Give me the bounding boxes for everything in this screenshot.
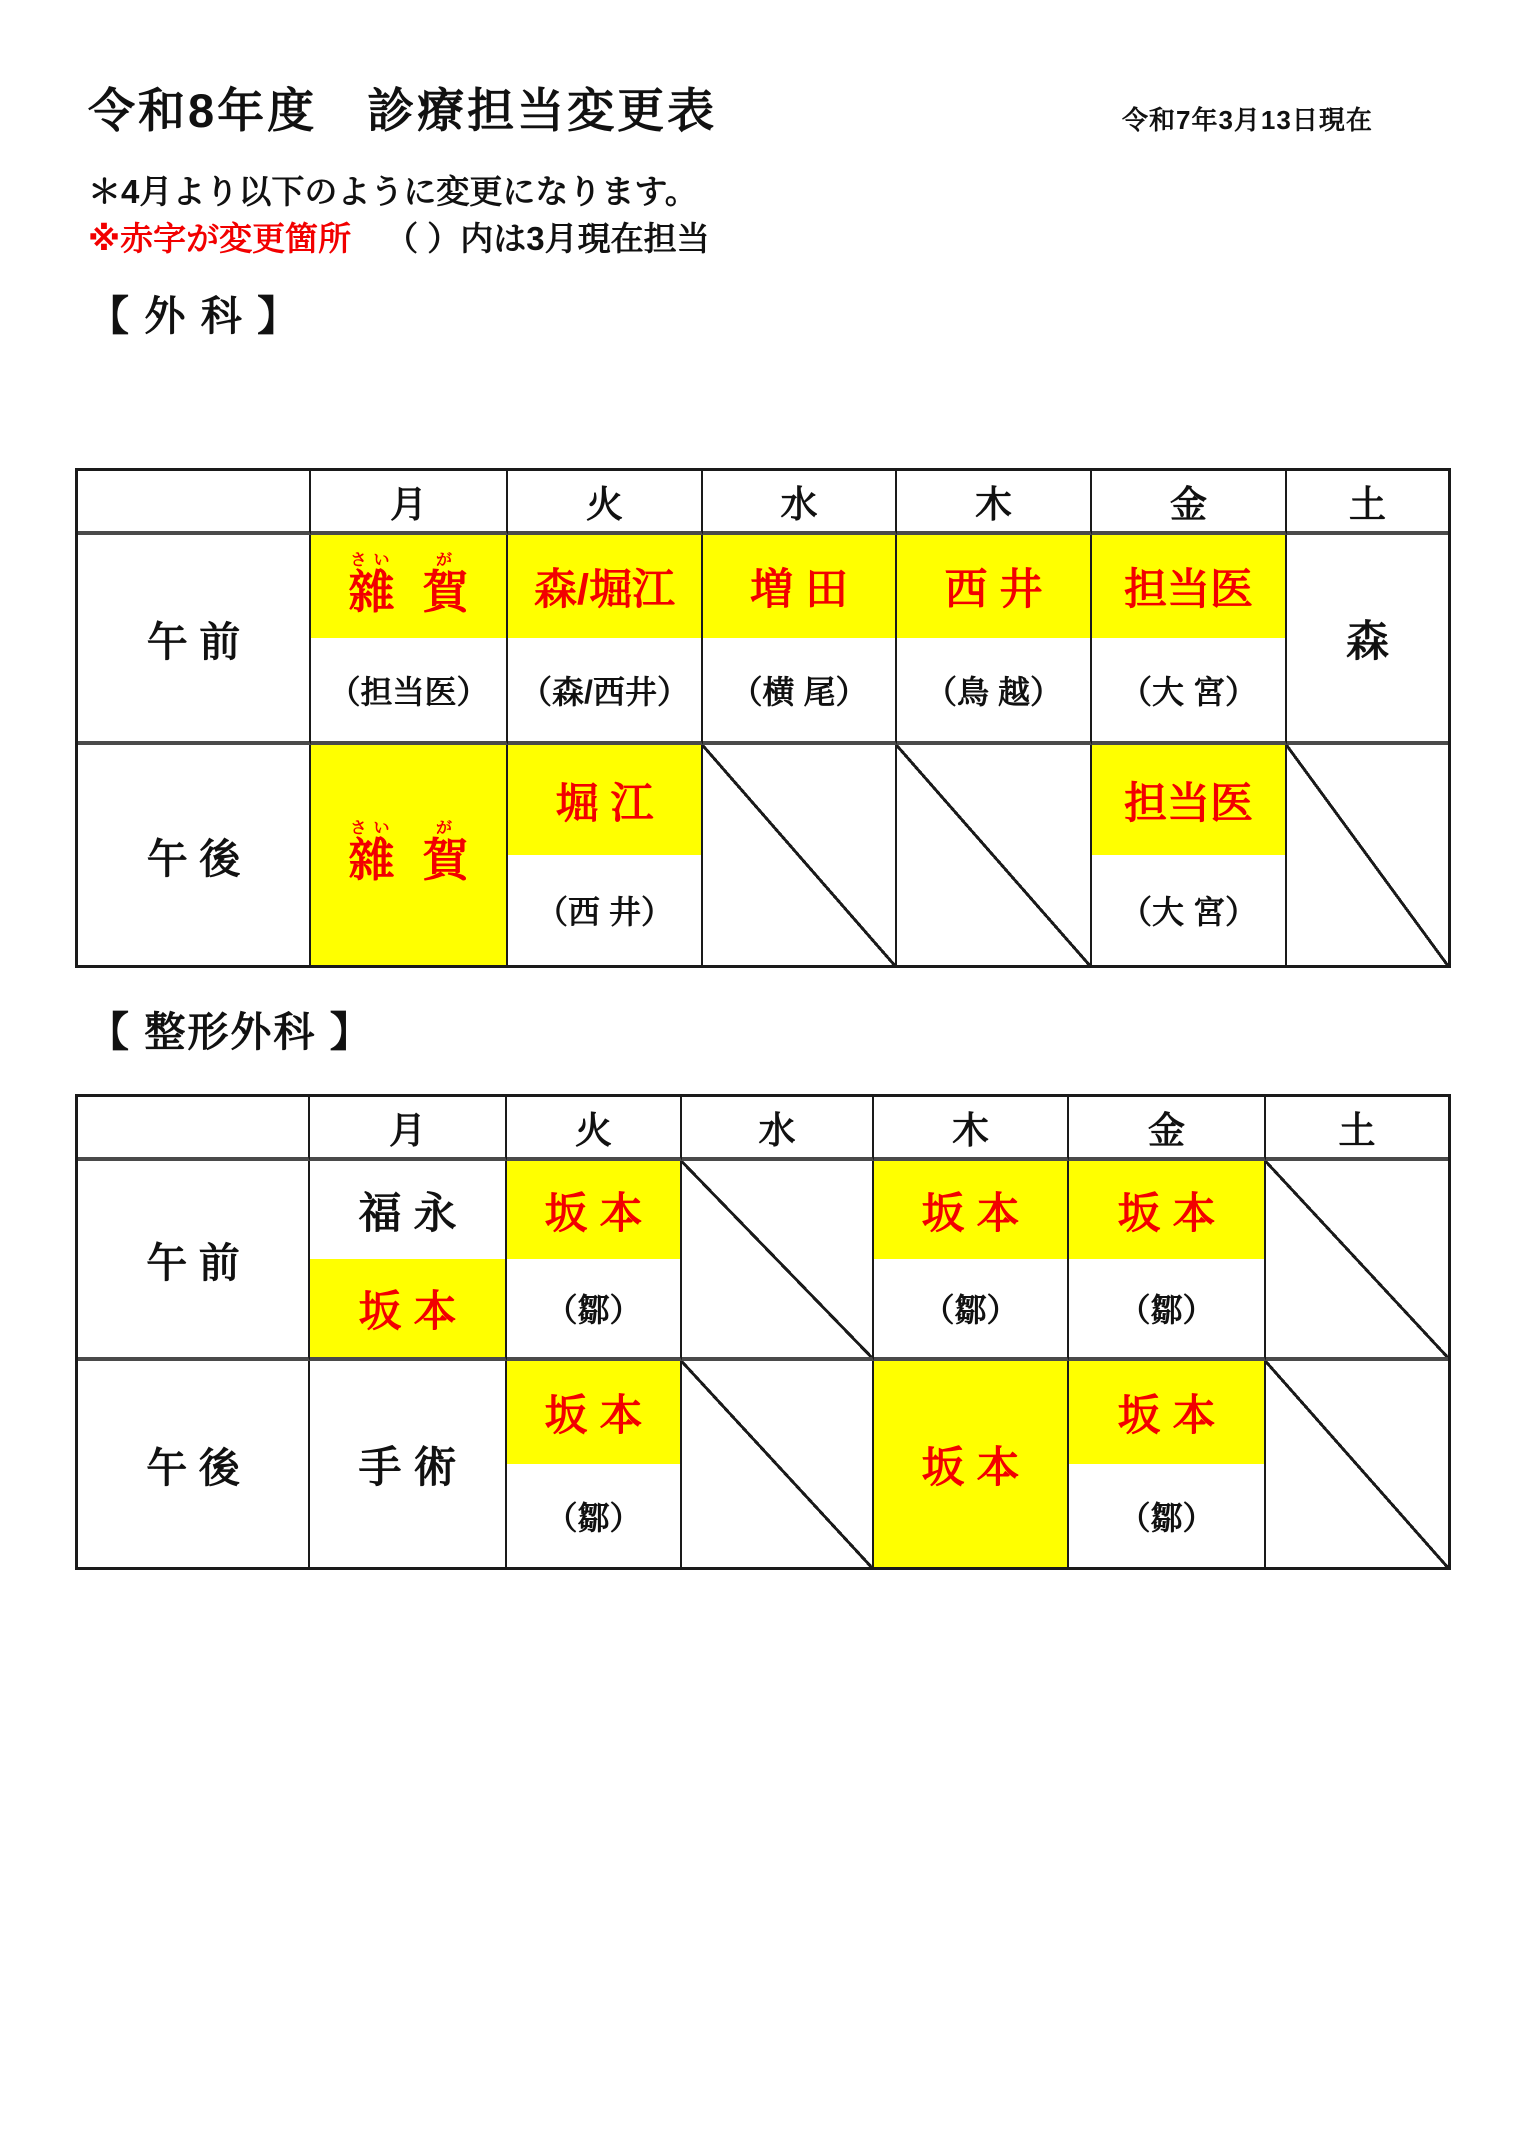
- old-assignment: （鄒）: [507, 1259, 680, 1357]
- old-assignment: （森/西井）: [508, 638, 701, 741]
- schedule-cell: [1092, 535, 1287, 745]
- schedule-cell: [703, 535, 897, 745]
- old-assignment: （鄒）: [1069, 1464, 1264, 1567]
- schedule-cell: [508, 745, 703, 965]
- old-assignment: （大 宮）: [1092, 638, 1285, 741]
- furigana-name: 賀が: [422, 820, 469, 886]
- schedule-table-orthopedics: [75, 1094, 1451, 1570]
- new-assignment: 坂 本: [310, 1259, 505, 1357]
- note-legend: [88, 213, 710, 260]
- section-heading-orthopedics: 【 整形外科 】: [88, 1009, 373, 1055]
- kept-assignment: 手 術: [310, 1361, 505, 1567]
- page-title: 令和8年度 診療担当変更表: [88, 84, 718, 137]
- new-assignment: 西 井: [897, 535, 1090, 638]
- new-assignment: 森/堀江: [508, 535, 701, 638]
- new-assignment: [311, 535, 506, 638]
- day-header: 火: [508, 471, 703, 535]
- schedule-cell: [1069, 1161, 1266, 1361]
- old-assignment: （西 井）: [508, 855, 701, 965]
- schedule-cell: [311, 535, 508, 745]
- day-header: 金: [1092, 471, 1287, 535]
- old-assignment: （鳥 越）: [897, 638, 1090, 741]
- day-header: 土: [1287, 471, 1448, 535]
- kept-assignment: 森: [1287, 535, 1448, 741]
- date-note: 令和7年3月13日現在: [1122, 105, 1373, 135]
- schedule-cell: [1069, 1361, 1266, 1567]
- day-header: 水: [703, 471, 897, 535]
- corner-cell: [78, 1097, 310, 1161]
- new-assignment: 坂 本: [1069, 1361, 1264, 1464]
- old-assignment: （鄒）: [507, 1464, 680, 1567]
- schedule-cell: [508, 535, 703, 745]
- day-header: 木: [874, 1097, 1069, 1161]
- schedule-cell: [897, 535, 1092, 745]
- schedule-cell: [507, 1361, 682, 1567]
- corner-cell: [78, 471, 311, 535]
- day-header: 月: [310, 1097, 507, 1161]
- slash-cell: [1287, 745, 1448, 965]
- day-header: 月: [311, 471, 508, 535]
- schedule-cell: [1092, 745, 1287, 965]
- new-assignment: 坂 本: [1069, 1161, 1264, 1259]
- new-assignment: 増 田: [703, 535, 895, 638]
- day-header: 木: [897, 471, 1092, 535]
- slash-cell: [897, 745, 1092, 965]
- slash-cell: [682, 1361, 874, 1567]
- schedule-table-surgery: [75, 468, 1451, 968]
- row-label: 午 後: [78, 1361, 310, 1567]
- new-assignment: 担当医: [1092, 745, 1285, 855]
- slash-cell: [1266, 1161, 1448, 1361]
- slash-cell: [1266, 1361, 1448, 1567]
- new-assignment: [311, 745, 506, 965]
- day-header: 火: [507, 1097, 682, 1161]
- note-effective: ＊4月より以下のように変更になります。: [88, 173, 698, 210]
- new-assignment: 坂 本: [874, 1161, 1067, 1259]
- furigana-name: 雜さい: [348, 551, 395, 618]
- row-label: 午 後: [78, 745, 311, 965]
- schedule-cell: [1287, 535, 1448, 745]
- schedule-cell: [874, 1361, 1069, 1567]
- schedule-cell: [310, 1361, 507, 1567]
- kept-assignment: 福 永: [310, 1161, 505, 1259]
- schedule-cell: [507, 1161, 682, 1361]
- old-assignment: （鄒）: [874, 1259, 1067, 1357]
- new-assignment: 堀 江: [508, 745, 701, 855]
- furigana-name: 賀が: [422, 551, 469, 618]
- day-header: 土: [1266, 1097, 1448, 1161]
- new-assignment: 坂 本: [507, 1361, 680, 1464]
- note-legend-black: （ ）内は3月現在担当: [385, 220, 710, 257]
- new-assignment: 担当医: [1092, 535, 1285, 638]
- old-assignment: （鄒）: [1069, 1259, 1264, 1357]
- schedule-cell: [310, 1161, 507, 1361]
- furigana-name: 雜さい: [348, 820, 395, 886]
- row-label: 午 前: [78, 1161, 310, 1361]
- note-legend-red: ※赤字が変更箇所: [88, 220, 352, 257]
- old-assignment: （大 宮）: [1092, 855, 1285, 965]
- day-header: 金: [1069, 1097, 1266, 1161]
- old-assignment: （担当医）: [311, 638, 506, 741]
- slash-cell: [682, 1161, 874, 1361]
- schedule-cell: [874, 1161, 1069, 1361]
- row-label: 午 前: [78, 535, 311, 745]
- schedule-cell: [311, 745, 508, 965]
- new-assignment: 坂 本: [507, 1161, 680, 1259]
- section-heading-surgery: 【 外 科 】: [88, 293, 301, 339]
- day-header: 水: [682, 1097, 874, 1161]
- new-assignment: 坂 本: [874, 1361, 1067, 1567]
- slash-cell: [703, 745, 897, 965]
- old-assignment: （横 尾）: [703, 638, 895, 741]
